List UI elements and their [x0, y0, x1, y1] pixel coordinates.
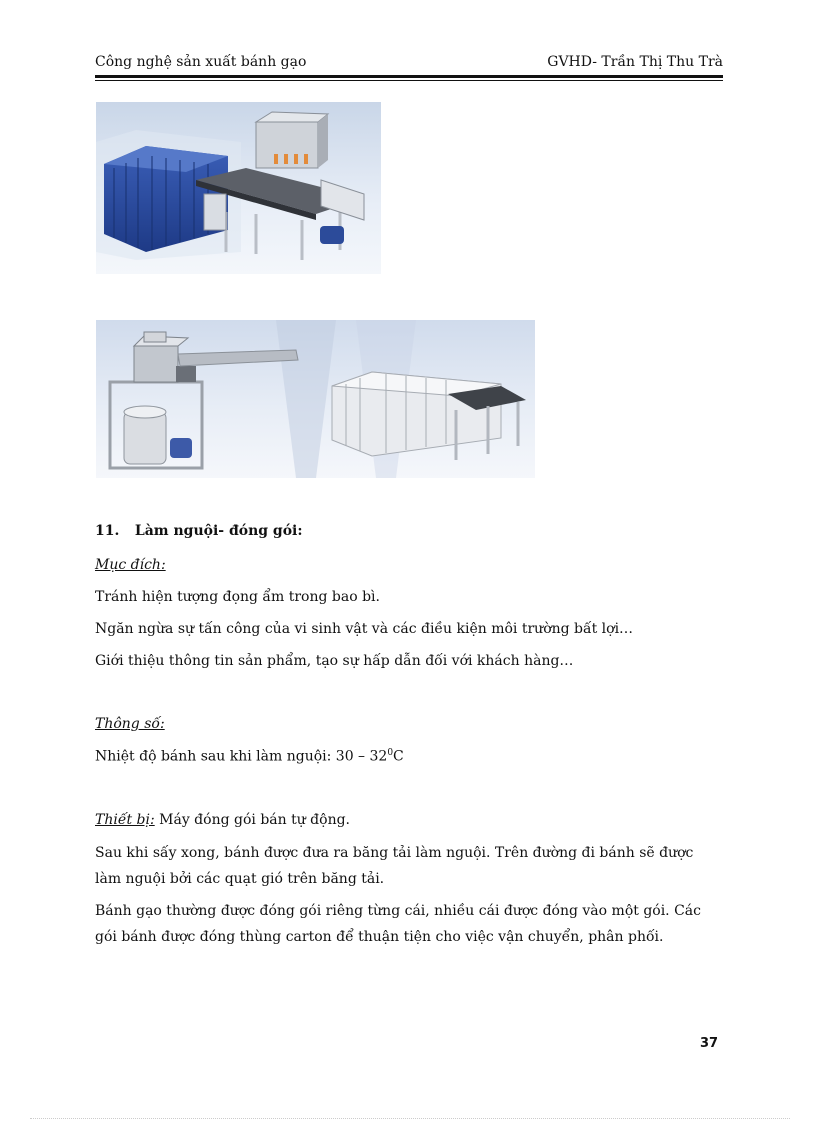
conveyor-dryer-machine-image: [96, 102, 381, 274]
params-label: Thông số:: [95, 716, 165, 732]
cooling-conveyor-line-image: [96, 320, 535, 478]
section-number: 11.: [95, 523, 120, 539]
header-instructor: GVHD- Trần Thị Thu Trà: [547, 54, 723, 70]
section-title: Làm nguội- đóng gói:: [134, 523, 303, 539]
page-header: [95, 54, 723, 74]
purpose-label: Mục đích:: [95, 557, 166, 573]
purpose-item: Tránh hiện tượng đọng ẩm trong bao bì.: [95, 589, 380, 605]
params-text: [95, 748, 404, 765]
params-value: Nhiệt độ bánh sau khi làm nguội: 30 – 32: [95, 748, 388, 765]
paragraph-cooling: Sau khi sấy xong, bánh được đưa ra băng tải làm nguội. Trên đường đi bánh sẽ được làm nguội bởi các quạt gió trên băng tải.: [95, 845, 694, 887]
header-rule-thin: [95, 80, 723, 81]
header-title: Công nghệ sản xuất bánh gạo: [95, 54, 307, 70]
header-rule-thick: [95, 75, 723, 78]
footer-rule: [30, 1118, 790, 1119]
equipment-line: [95, 812, 350, 828]
equipment-text: Máy đóng gói bán tự động.: [154, 812, 351, 828]
equipment-label: Thiết bị:: [95, 812, 155, 828]
section-heading: [95, 523, 303, 539]
params-unit: C: [393, 748, 404, 765]
page-number: 37: [700, 1036, 719, 1051]
params-superscript: 0: [387, 748, 394, 758]
purpose-item: Ngăn ngừa sự tấn công của vi sinh vật và các điều kiện môi trường bất lợi…: [95, 621, 634, 637]
purpose-item: Giới thiệu thông tin sản phẩm, tạo sự hấp dẫn đối với khách hàng…: [95, 653, 574, 669]
paragraph-packaging: Bánh gạo thường được đóng gói riêng từng cái, nhiều cái được đóng vào một gói. Các gói bánh được đóng thùng carton để thuận tiện cho việc vận chuyển, phân phối.: [95, 903, 701, 945]
